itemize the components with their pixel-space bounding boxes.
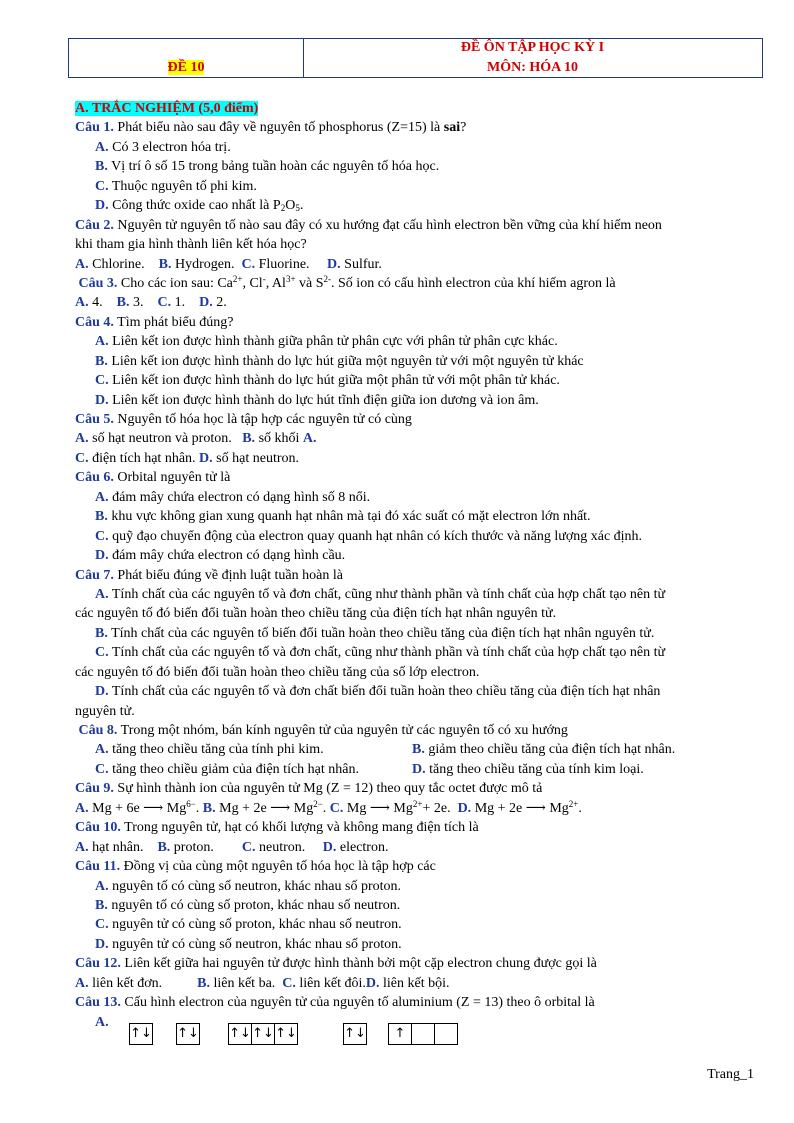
option-d-cont: nguyên tử. <box>75 703 135 719</box>
question-5: Câu 5. Nguyên tố hóa học là tập hợp các nguyên tử có cùng <box>75 412 412 427</box>
question-6: Câu 6. Orbital nguyên tử là <box>75 470 231 486</box>
question-10: Câu 10. Trong nguyên tử, hạt có khối lượng và không mang điện tích là <box>75 820 479 836</box>
orbital-box: ↑↓ <box>228 1023 252 1045</box>
orbital-3s <box>343 1023 367 1045</box>
option-a: A. đám mây chứa electron có dạng hình số 8 nổi. <box>95 489 371 505</box>
options-row: C. điện tích hạt nhân. D. số hạt neutron. <box>75 450 299 466</box>
orbital-box: ↑↓ <box>343 1023 367 1045</box>
option-a: A. <box>95 1014 109 1030</box>
exam-code: ĐỀ 10 <box>167 60 205 75</box>
option-a: A. Liên kết ion được hình thành giữa phân tử phân cực với phân tử phân cực khác. <box>95 334 558 350</box>
question-1: Câu 1. Phát biểu nào sau đây về nguyên tố phosphorus (Z=15) là sai? <box>75 120 467 136</box>
options-row: A. tăng theo chiều tăng của tính phi kim. B. giảm theo chiều tăng của điện tích hạt nhân. <box>75 740 765 759</box>
option-c: C. Tính chất của các nguyên tố và đơn chất, cũng như thành phần và tính chất của hợp chất tạo nên từ <box>95 645 666 661</box>
question-7: Câu 7. Phát biểu đúng về định luật tuần hoàn là <box>75 567 343 583</box>
question-9: Câu 9. Sự hình thành ion của nguyên tử Mg (Z = 12) theo quy tắc octet được mô tả <box>75 781 543 797</box>
option-b: B. Liên kết ion được hình thành do lực hút giữa một nguyên tử với một nguyên tử khác <box>95 353 584 369</box>
orbital-box: ↑↓ <box>176 1023 200 1045</box>
option-d: D. đám mây chứa electron có dạng hình cầu. <box>95 548 346 564</box>
orbital-2p <box>228 1023 298 1045</box>
option-b: B. Vị trí ô số 15 trong bảng tuần hoàn các nguyên tố hóa học. <box>95 159 440 175</box>
orbital-box <box>434 1023 458 1045</box>
option-a: A. nguyên tố có cùng số neutron, khác nhau số proton. <box>95 878 402 894</box>
orbital-box: ↑↓ <box>251 1023 275 1045</box>
options-row: A. Chlorine. B. Hydrogen. C. Fluorine. D. Sulfur. <box>75 256 382 272</box>
section-heading: A. TRẮC NGHIỆM (5,0 điểm) <box>75 101 259 116</box>
orbital-2s <box>176 1023 200 1045</box>
option-d: D. nguyên tử có cùng số neutron, khác nhau số proton. <box>95 936 402 952</box>
orbital-3p <box>388 1023 458 1045</box>
exam-title: ĐỀ ÔN TẬP HỌC KỲ I <box>460 40 605 55</box>
option-b: B. khu vực không gian xung quanh hạt nhân mà tại đó xác suất có mặt electron lớn nhất. <box>95 509 591 525</box>
option-b: B. nguyên tố có cùng số proton, khác nhau số neutron. <box>95 897 401 913</box>
orbital-box: ↑↓ <box>274 1023 298 1045</box>
options-row: A. 4. B. 3. C. 1. D. 2. <box>75 295 227 311</box>
exam-subject: MÔN: HÓA 10 <box>487 60 578 75</box>
exam-header <box>68 38 763 78</box>
question-8: Câu 8. Trong một nhóm, bán kính nguyên tử của nguyên tử các nguyên tố có xu hướng <box>78 723 568 738</box>
question-3: Câu 3. Cho các ion sau: $Ca^{2+}$, Cl-, $Al^{3+}$ và $S^{2-}$. Số ion có cấu hình electron của khí hiếm agron là <box>78 273 616 291</box>
option-a-cont: các nguyên tố đó biến đổi tuần hoàn theo chiều tăng của điện tích hạt nhân nguyên tử. <box>75 606 557 622</box>
question-2: Câu 2. Nguyên tử nguyên tố nào sau đây có xu hướng đạt cấu hình electron bền vững của khí hiếm neon <box>75 217 662 233</box>
option-c: C. nguyên tử có cùng số proton, khác nhau số neutron. <box>95 917 402 933</box>
options-row: C. tăng theo chiều giảm của điện tích hạt nhân. D. tăng theo chiều tăng của tính kim loại. <box>75 760 765 779</box>
option-c: C. Liên kết ion được hình thành do lực hút giữa một phân tử với một phân tử khác. <box>95 373 560 389</box>
option-d: D. Liên kết ion được hình thành do lực hút tĩnh điện giữa ion dương và ion âm. <box>95 392 539 408</box>
option-b: B. giảm theo chiều tăng của điện tích hạt nhân. <box>412 742 676 758</box>
orbital-box: ↑ <box>388 1023 412 1045</box>
options-row: A. hạt nhân. B. proton. C. neutron. D. electron. <box>75 839 389 855</box>
option-c-cont: các nguyên tố đó biến đổi tuần hoàn theo chiều tăng của số lớp electron. <box>75 664 480 680</box>
orbital-box: ↑↓ <box>129 1023 153 1045</box>
option-a: A. Tính chất của các nguyên tố và đơn chất, cũng như thành phần và tính chất của hợp chất tạo nên từ <box>95 586 666 602</box>
option-d: D. tăng theo chiều tăng của tính kim loại. <box>412 761 644 777</box>
option-b: B. Tính chất của các nguyên tố biến đổi tuần hoàn theo chiều tăng của điện tích hạt nhân nguyên tử. <box>95 625 655 641</box>
orbital-box <box>411 1023 435 1045</box>
options-row: A. liên kết đơn. B. liên kết ba. C. liên kết đôi.D. liên kết bội. <box>75 975 450 991</box>
page-number: Trang_1 <box>707 1067 754 1082</box>
option-a: A. Có 3 electron hóa trị. <box>95 139 231 155</box>
option-d: D. Tính chất của các nguyên tố và đơn chất biến đổi tuần hoàn theo chiều tăng của điện tích hạt nhân <box>95 684 661 700</box>
option-d: D. Công thức oxide cao nhất là $P_2O_5$. <box>95 198 304 214</box>
options-row: A. Mg + 6e ⟶ $Mg^{6-}$. B. Mg + 2e ⟶ $Mg^{2-}$. C. Mg ⟶ $Mg^{2+}+ 2e$. D. Mg + 2e ⟶ $Mg^{2+}$. <box>75 798 582 816</box>
option-c: C. quỹ đạo chuyển động của electron quay quanh hạt nhân có kích thước và năng lượng xác định. <box>95 528 643 544</box>
question-11: Câu 11. Đồng vị của cùng một nguyên tố hóa học là tập hợp các <box>75 859 436 875</box>
exam-content <box>75 99 765 1032</box>
question-13: Câu 13. Cấu hình electron của nguyên tử của nguyên tố aluminium (Z = 13) theo ô orbital là <box>75 995 595 1011</box>
option-c: C. Thuộc nguyên tố phi kim. <box>95 178 257 194</box>
question-4: Câu 4. Tìm phát biểu đúng? <box>75 314 234 330</box>
orbital-1s <box>129 1023 153 1045</box>
options-row: A. số hạt neutron và proton. B. số khối A. <box>75 431 317 447</box>
question-12: Câu 12. Liên kết giữa hai nguyên tử được hình thành bởi một cặp electron chung được gọi là <box>75 956 597 972</box>
question-2-cont: khi tham gia hình thành liên kết hóa học? <box>75 237 307 253</box>
